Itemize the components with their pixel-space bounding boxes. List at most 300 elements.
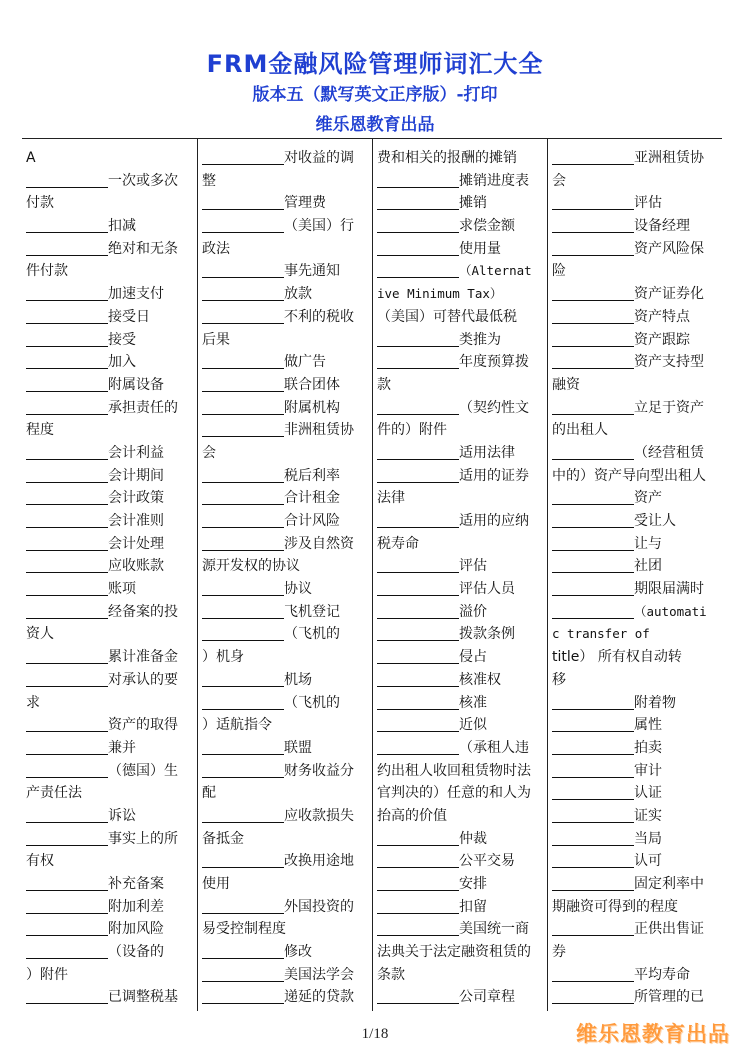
vocab-text: title） 所有权自动转 <box>552 649 682 666</box>
vocab-entry <box>377 918 547 941</box>
fill-in-blank <box>552 866 634 868</box>
vocab-entry <box>26 465 197 488</box>
vocab-entry <box>202 896 372 919</box>
fill-in-blank <box>552 367 634 369</box>
vocab-continuation <box>552 260 722 283</box>
vocab-text: （德国）生 <box>108 762 178 779</box>
vocab-text: 近似 <box>459 717 487 734</box>
vocab-text: 拨款条例 <box>459 626 515 643</box>
vocab-text: 费和相关的报酬的摊销 <box>377 150 517 166</box>
fill-in-blank <box>26 503 108 505</box>
fill-in-blank <box>552 708 634 710</box>
vocab-entry <box>202 192 372 215</box>
fill-in-blank <box>26 299 108 301</box>
fill-in-blank <box>26 912 108 914</box>
vocab-entry <box>26 397 197 420</box>
vocab-text: 条款 <box>377 966 405 983</box>
vocab-continuation <box>202 646 372 669</box>
vocab-text: 资产证券化 <box>634 286 704 303</box>
vocab-entry <box>202 964 372 987</box>
vocab-text: 非洲租赁协 <box>284 422 354 439</box>
vocab-text: 放款 <box>284 286 312 303</box>
fill-in-blank <box>26 413 108 415</box>
vocab-entry <box>552 737 722 760</box>
fill-in-blank <box>202 503 284 505</box>
vocab-continuation <box>377 283 547 306</box>
fill-in-blank <box>26 594 108 596</box>
vocab-continuation <box>202 873 372 896</box>
vocab-entry <box>377 623 547 646</box>
vocab-continuation <box>202 918 372 941</box>
fill-in-blank <box>377 662 459 664</box>
vocab-entry <box>202 465 372 488</box>
vocab-entry <box>202 147 372 170</box>
fill-in-blank <box>26 390 108 392</box>
fill-in-blank <box>377 639 459 641</box>
vocab-entry <box>552 760 722 783</box>
vocab-text: 税后利率 <box>284 467 340 484</box>
vocab-text: 移 <box>552 671 566 688</box>
vocab-text: 附属设备 <box>108 376 164 393</box>
vocab-text: 美国法学会 <box>284 966 354 983</box>
vocab-text: 融资 <box>552 376 580 393</box>
vocab-text: 评估 <box>634 195 662 212</box>
document-title: FRM金融风险管理师词汇大全 <box>206 50 544 78</box>
vocab-entry <box>377 555 547 578</box>
vocab-column-3 <box>372 139 547 1011</box>
fill-in-blank <box>26 776 108 778</box>
vocab-entry <box>202 692 372 715</box>
vocab-continuation <box>552 896 722 919</box>
vocab-entry <box>202 419 372 442</box>
fill-in-blank <box>26 322 108 324</box>
vocab-text: 配 <box>202 785 216 802</box>
fill-in-blank <box>552 1002 634 1004</box>
vocab-continuation <box>26 782 197 805</box>
vocab-text: 资产 <box>634 490 662 507</box>
vocab-entry <box>26 170 197 193</box>
vocab-text: 管理费 <box>284 195 326 212</box>
vocab-text: 应收账款 <box>108 558 164 575</box>
fill-in-blank <box>202 708 284 710</box>
vocab-entry <box>377 646 547 669</box>
vocab-text: 备抵金 <box>202 830 244 847</box>
vocab-text: 摊销 <box>459 195 487 212</box>
vocab-text: 的出租人 <box>552 422 608 439</box>
vocab-continuation <box>202 170 372 193</box>
vocab-text: 协议 <box>284 581 312 598</box>
fill-in-blank <box>202 526 284 528</box>
fill-in-blank <box>377 1002 459 1004</box>
vocab-entry <box>552 510 722 533</box>
fill-in-blank <box>202 276 284 278</box>
vocab-entry <box>26 941 197 964</box>
fill-in-blank <box>202 549 284 551</box>
vocab-entry <box>202 351 372 374</box>
vocab-text: 评估 <box>459 558 487 575</box>
vocab-entry <box>377 873 547 896</box>
fill-in-blank <box>377 617 459 619</box>
vocab-text: 应收款损失 <box>284 807 354 824</box>
vocab-text: 加入 <box>108 354 136 371</box>
vocab-text: 兼并 <box>108 739 136 756</box>
fill-in-blank <box>26 254 108 256</box>
fill-in-blank <box>377 934 459 936</box>
vocab-text: 联合团体 <box>284 376 340 393</box>
fill-in-blank <box>26 231 108 233</box>
vocab-entry <box>202 986 372 1009</box>
vocab-text: 程度 <box>26 422 54 439</box>
fill-in-blank <box>202 1002 284 1004</box>
fill-in-blank <box>26 549 108 551</box>
vocab-entry <box>552 351 722 374</box>
fill-in-blank <box>26 753 108 755</box>
vocab-text: 中的）资产导向型出租人 <box>552 467 706 484</box>
vocab-text: 资产的取得 <box>108 717 178 734</box>
vocab-text: 适用的应纳 <box>459 513 529 529</box>
vocab-text: 件的）附件 <box>377 422 447 439</box>
fill-in-blank <box>202 163 284 165</box>
vocab-entry <box>202 578 372 601</box>
vocab-continuation <box>552 646 722 669</box>
fill-in-blank <box>377 912 459 914</box>
fill-in-blank <box>26 821 108 823</box>
vocab-entry <box>377 170 547 193</box>
vocab-continuation <box>552 419 722 442</box>
vocab-text: c transfer of <box>552 626 650 642</box>
vocab-entry <box>377 692 547 715</box>
vocab-continuation <box>26 147 197 170</box>
vocab-continuation <box>26 260 197 283</box>
vocab-entry <box>552 192 722 215</box>
vocab-continuation <box>377 760 547 783</box>
vocab-entry <box>26 329 197 352</box>
vocab-column-2 <box>197 139 372 1011</box>
vocab-text: 接受 <box>108 331 136 348</box>
fill-in-blank <box>202 413 284 415</box>
vocab-text: 联盟 <box>284 739 312 756</box>
vocab-entry <box>377 442 547 465</box>
vocab-text: 修改 <box>284 944 312 961</box>
vocab-text: （美国）可替代最低税 <box>377 308 517 325</box>
fill-in-blank <box>26 526 108 528</box>
vocab-continuation <box>202 782 372 805</box>
vocab-entry <box>202 601 372 624</box>
fill-in-blank <box>552 776 634 778</box>
fill-in-blank <box>202 594 284 596</box>
fill-in-blank <box>377 186 459 188</box>
fill-in-blank <box>26 458 108 460</box>
vocab-text: 类推为 <box>459 331 501 348</box>
vocab-entry <box>377 351 547 374</box>
vocab-entry <box>26 374 197 397</box>
vocab-text: ）适航指令 <box>202 717 272 734</box>
vocab-entry <box>377 828 547 851</box>
vocab-text: 税寿命 <box>377 535 419 552</box>
vocab-text: （Alternat <box>459 263 532 279</box>
vocab-text: 事先通知 <box>284 263 340 280</box>
fill-in-blank <box>26 685 108 687</box>
vocab-text: 使用 <box>202 876 230 892</box>
vocab-text: 加速支付 <box>108 286 164 303</box>
vocab-entry <box>202 215 372 238</box>
document-subtitle: 版本五（默写英文正序版）-打印 <box>252 85 498 105</box>
vocab-text: 适用法律 <box>459 444 515 461</box>
fill-in-blank <box>26 617 108 619</box>
vocab-entry <box>377 986 547 1009</box>
vocab-entry <box>26 215 197 238</box>
publisher-watermark: 维乐恩教育出品 <box>576 1022 730 1046</box>
vocab-text: （设备的 <box>108 944 164 961</box>
vocab-entry <box>377 669 547 692</box>
fill-in-blank <box>202 685 284 687</box>
fill-in-blank <box>202 821 284 823</box>
vocab-entry <box>552 487 722 510</box>
vocab-text: 受让人 <box>634 513 676 529</box>
vocab-text: 不利的税收 <box>284 308 354 325</box>
fill-in-blank <box>377 730 459 732</box>
vocab-text: 资产特点 <box>634 308 690 325</box>
vocab-text: 会 <box>552 172 566 189</box>
fill-in-blank <box>377 367 459 369</box>
vocab-entry <box>552 828 722 851</box>
fill-in-blank <box>26 186 108 188</box>
vocab-text: 公司章程 <box>459 989 515 1006</box>
fill-in-blank <box>552 526 634 528</box>
vocab-text: 期融资可得到的程度 <box>552 898 678 915</box>
vocab-entry <box>377 465 547 488</box>
vocab-continuation <box>202 329 372 352</box>
vocab-text: 一次或多次 <box>108 172 178 189</box>
vocab-entry <box>26 510 197 533</box>
vocab-text: 扣减 <box>108 218 136 235</box>
vocab-continuation <box>552 374 722 397</box>
fill-in-blank <box>202 776 284 778</box>
vocab-continuation <box>552 941 722 964</box>
fill-in-blank <box>377 276 459 278</box>
vocab-continuation <box>377 374 547 397</box>
fill-in-blank <box>26 889 108 891</box>
vocab-continuation <box>377 306 547 329</box>
vocab-entry <box>202 760 372 783</box>
vocab-text: （飞机的 <box>284 694 340 711</box>
vocab-entry <box>26 306 197 329</box>
vocab-text: A <box>26 150 36 166</box>
vocab-text: 资产支持型 <box>634 354 704 371</box>
vocab-entry <box>552 147 722 170</box>
vocab-text: 期限届满时 <box>634 581 704 598</box>
vocab-text: 事实上的所 <box>108 830 178 847</box>
vocab-continuation <box>202 555 372 578</box>
vocab-entry <box>26 555 197 578</box>
vocab-text: 递延的贷款 <box>284 989 354 1006</box>
vocab-continuation <box>552 170 722 193</box>
vocab-text: 资产风险保 <box>634 240 704 257</box>
vocab-entry <box>26 828 197 851</box>
vocab-entry <box>26 669 197 692</box>
vocab-continuation <box>202 828 372 851</box>
fill-in-blank <box>552 413 634 415</box>
vocab-text: （经营租赁 <box>634 444 704 461</box>
vocab-text: 易受控制程度 <box>202 921 286 938</box>
vocab-continuation <box>26 623 197 646</box>
vocab-entry <box>26 601 197 624</box>
fill-in-blank <box>552 594 634 596</box>
vocab-text: 拍卖 <box>634 739 662 756</box>
vocab-continuation <box>377 782 547 805</box>
vocab-text: 外国投资的 <box>284 898 354 915</box>
fill-in-blank <box>26 662 108 664</box>
vocab-text: 平均寿命 <box>634 966 690 983</box>
vocab-text: ）附件 <box>26 966 68 983</box>
vocab-text: 立足于资产 <box>634 399 704 416</box>
vocab-text: 机场 <box>284 671 312 688</box>
vocab-entry <box>26 533 197 556</box>
vocab-text: ive Minimum Tax） <box>377 286 503 302</box>
fill-in-blank <box>377 571 459 573</box>
vocab-text: 承担责任的 <box>108 399 178 416</box>
vocab-column-1 <box>22 139 197 1011</box>
fill-in-blank <box>26 571 108 573</box>
vocab-text: 约出租人收回租赁物时法 <box>377 762 531 779</box>
vocab-entry <box>26 442 197 465</box>
vocab-text: 件付款 <box>26 263 68 280</box>
fill-in-blank <box>26 345 108 347</box>
vocab-text: 经备案的投 <box>108 603 178 620</box>
vocab-text: 法律 <box>377 490 405 507</box>
vocab-continuation <box>377 941 547 964</box>
vocab-continuation <box>552 669 722 692</box>
fill-in-blank <box>26 957 108 959</box>
vocab-text: 核准 <box>459 694 487 711</box>
fill-in-blank <box>377 413 459 415</box>
vocab-text: 附着物 <box>634 694 676 711</box>
vocab-text: 接受日 <box>108 308 150 325</box>
vocab-text: 绝对和无条 <box>108 240 178 257</box>
vocab-continuation <box>202 442 372 465</box>
vocab-continuation <box>377 487 547 510</box>
vocab-entry <box>377 260 547 283</box>
vocab-entry <box>552 714 722 737</box>
vocab-entry <box>377 850 547 873</box>
vocab-text: 扣留 <box>459 898 487 915</box>
vocab-text: 资人 <box>26 626 54 643</box>
vocab-text: 会计准则 <box>108 513 164 529</box>
fill-in-blank <box>26 481 108 483</box>
vocab-text: 付款 <box>26 195 54 212</box>
fill-in-blank <box>552 299 634 301</box>
fill-in-blank <box>377 844 459 846</box>
vocab-text: 适用的证券 <box>459 467 529 484</box>
vocab-text: （飞机的 <box>284 626 340 643</box>
fill-in-blank <box>552 889 634 891</box>
fill-in-blank <box>377 753 459 755</box>
vocab-continuation <box>26 964 197 987</box>
vocab-continuation <box>377 805 547 828</box>
vocab-entry <box>202 737 372 760</box>
vocab-text: 核准权 <box>459 671 501 688</box>
vocab-entry <box>377 578 547 601</box>
vocab-entry <box>552 442 722 465</box>
vocab-entry <box>26 578 197 601</box>
vocabulary-grid <box>22 138 722 1011</box>
vocab-text: 求偿金额 <box>459 218 515 235</box>
vocab-text: 正供出售证 <box>634 921 704 938</box>
vocab-text: 券 <box>552 944 566 961</box>
fill-in-blank <box>202 617 284 619</box>
fill-in-blank <box>552 730 634 732</box>
vocab-text: 会计期间 <box>108 467 164 484</box>
vocab-entry <box>26 805 197 828</box>
fill-in-blank <box>377 866 459 868</box>
vocab-entry <box>202 283 372 306</box>
vocab-continuation <box>377 533 547 556</box>
vocab-text: 附属机构 <box>284 399 340 416</box>
vocab-text: 审计 <box>634 762 662 779</box>
vocab-continuation <box>552 623 722 646</box>
vocab-entry <box>552 578 722 601</box>
vocab-text: 附加风险 <box>108 921 164 938</box>
vocab-entry <box>202 487 372 510</box>
vocab-entry <box>377 896 547 919</box>
fill-in-blank <box>552 571 634 573</box>
vocab-entry <box>26 487 197 510</box>
vocab-text: 侵占 <box>459 649 487 666</box>
vocab-entry <box>552 692 722 715</box>
vocab-entry <box>26 986 197 1009</box>
fill-in-blank <box>26 934 108 936</box>
vocab-text: 溢价 <box>459 603 487 620</box>
vocab-entry <box>552 215 722 238</box>
vocab-text: 诉讼 <box>108 807 136 824</box>
vocab-text: 合计租金 <box>284 490 340 507</box>
vocab-entry <box>552 329 722 352</box>
fill-in-blank <box>552 753 634 755</box>
vocab-entry <box>377 238 547 261</box>
vocab-text: 对承认的要 <box>108 671 178 688</box>
vocab-text: 让与 <box>634 535 662 552</box>
vocab-entry <box>26 896 197 919</box>
vocab-entry <box>26 737 197 760</box>
vocab-text: （automati <box>634 603 707 619</box>
vocab-text: 会计政策 <box>108 490 164 507</box>
vocab-entry <box>377 510 547 533</box>
vocab-entry <box>377 397 547 420</box>
vocab-text: 属性 <box>634 717 662 734</box>
vocab-entry <box>26 714 197 737</box>
vocab-text: 涉及自然资 <box>284 535 354 552</box>
vocab-text: 公平交易 <box>459 853 515 870</box>
vocab-entry <box>202 533 372 556</box>
vocab-continuation <box>26 419 197 442</box>
vocab-entry <box>202 850 372 873</box>
vocab-continuation <box>552 465 722 488</box>
vocab-entry <box>202 669 372 692</box>
vocab-text: 所管理的已 <box>634 989 704 1006</box>
vocab-text: 险 <box>552 263 566 280</box>
vocab-entry <box>377 329 547 352</box>
fill-in-blank <box>552 163 634 165</box>
fill-in-blank <box>377 889 459 891</box>
vocab-entry <box>552 283 722 306</box>
fill-in-blank <box>202 866 284 868</box>
vocab-text: 认可 <box>634 853 662 870</box>
vocab-text: 后果 <box>202 331 230 348</box>
vocab-text: 摊销进度表 <box>459 172 529 189</box>
fill-in-blank <box>377 231 459 233</box>
vocab-entry <box>552 238 722 261</box>
vocab-text: ）机身 <box>202 649 244 666</box>
